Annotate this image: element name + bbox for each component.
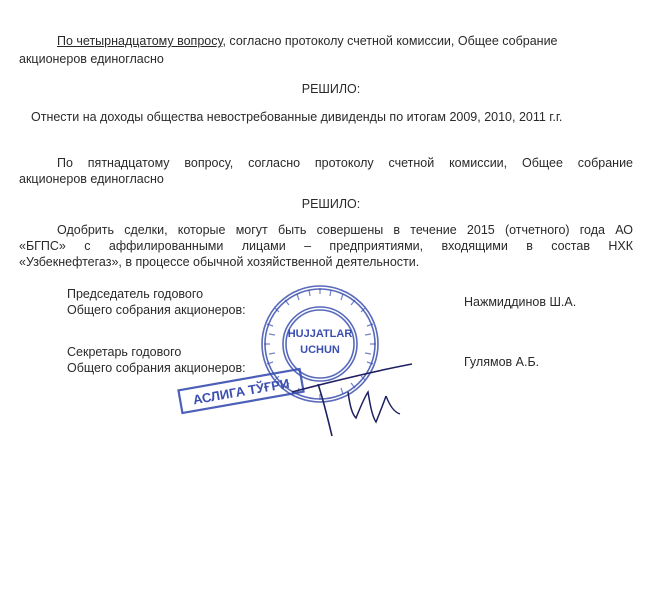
secretary-title-2: Общего собрания акционеров: xyxy=(67,361,246,375)
secretary-title-1: Секретарь годового xyxy=(67,345,182,359)
item-14-underlined: По четырнадцатому вопросу xyxy=(57,34,223,48)
decision-2-line-1: Одобрить сделки, которые могут быть совершены в течение 2015 (отчетного) года АО xyxy=(57,223,633,237)
item-14-line-2: акционеров единогласно xyxy=(19,52,164,66)
decision-1: Отнести на доходы общества невостребованные дивиденды по итогам 2009, 2010, 2011 г.г. xyxy=(31,110,563,124)
stamp-text-1: HUJJATLAR xyxy=(287,328,353,340)
chairman-title-1: Председатель годового xyxy=(67,287,204,301)
resolved-heading-1: РЕШИЛО: xyxy=(301,82,361,96)
decision-2-line-3: «Узбекнефтегаз», в процессе обычной хозяйственной деятельности. xyxy=(19,255,420,269)
secretary-name: Гулямов А.Б. xyxy=(464,355,540,369)
handwritten-signature xyxy=(290,362,420,442)
stamp-text-2: UCHUN xyxy=(300,344,340,356)
item-15-line-2: акционеров единогласно xyxy=(19,172,164,186)
chairman-title-2: Общего собрания акционеров: xyxy=(67,303,246,317)
item-15-line-1: По пятнадцатому вопросу, согласно протоколу счетной комиссии, Общее собрание xyxy=(57,156,633,170)
decision-2-line-2: «БГПС» с аффилированными лицами – предприятиями, входящими в состав НХК xyxy=(19,239,633,253)
certified-copy-text: АСЛИГА ТЎҒРИ xyxy=(191,375,291,408)
chairman-name: Нажмиддинов Ш.А. xyxy=(464,295,577,309)
resolved-heading-2: РЕШИЛО: xyxy=(301,197,361,211)
item-14-line-1 xyxy=(57,34,558,49)
item-14-rest: , согласно протоколу счетной комиссии, Общее собрание xyxy=(222,34,558,48)
